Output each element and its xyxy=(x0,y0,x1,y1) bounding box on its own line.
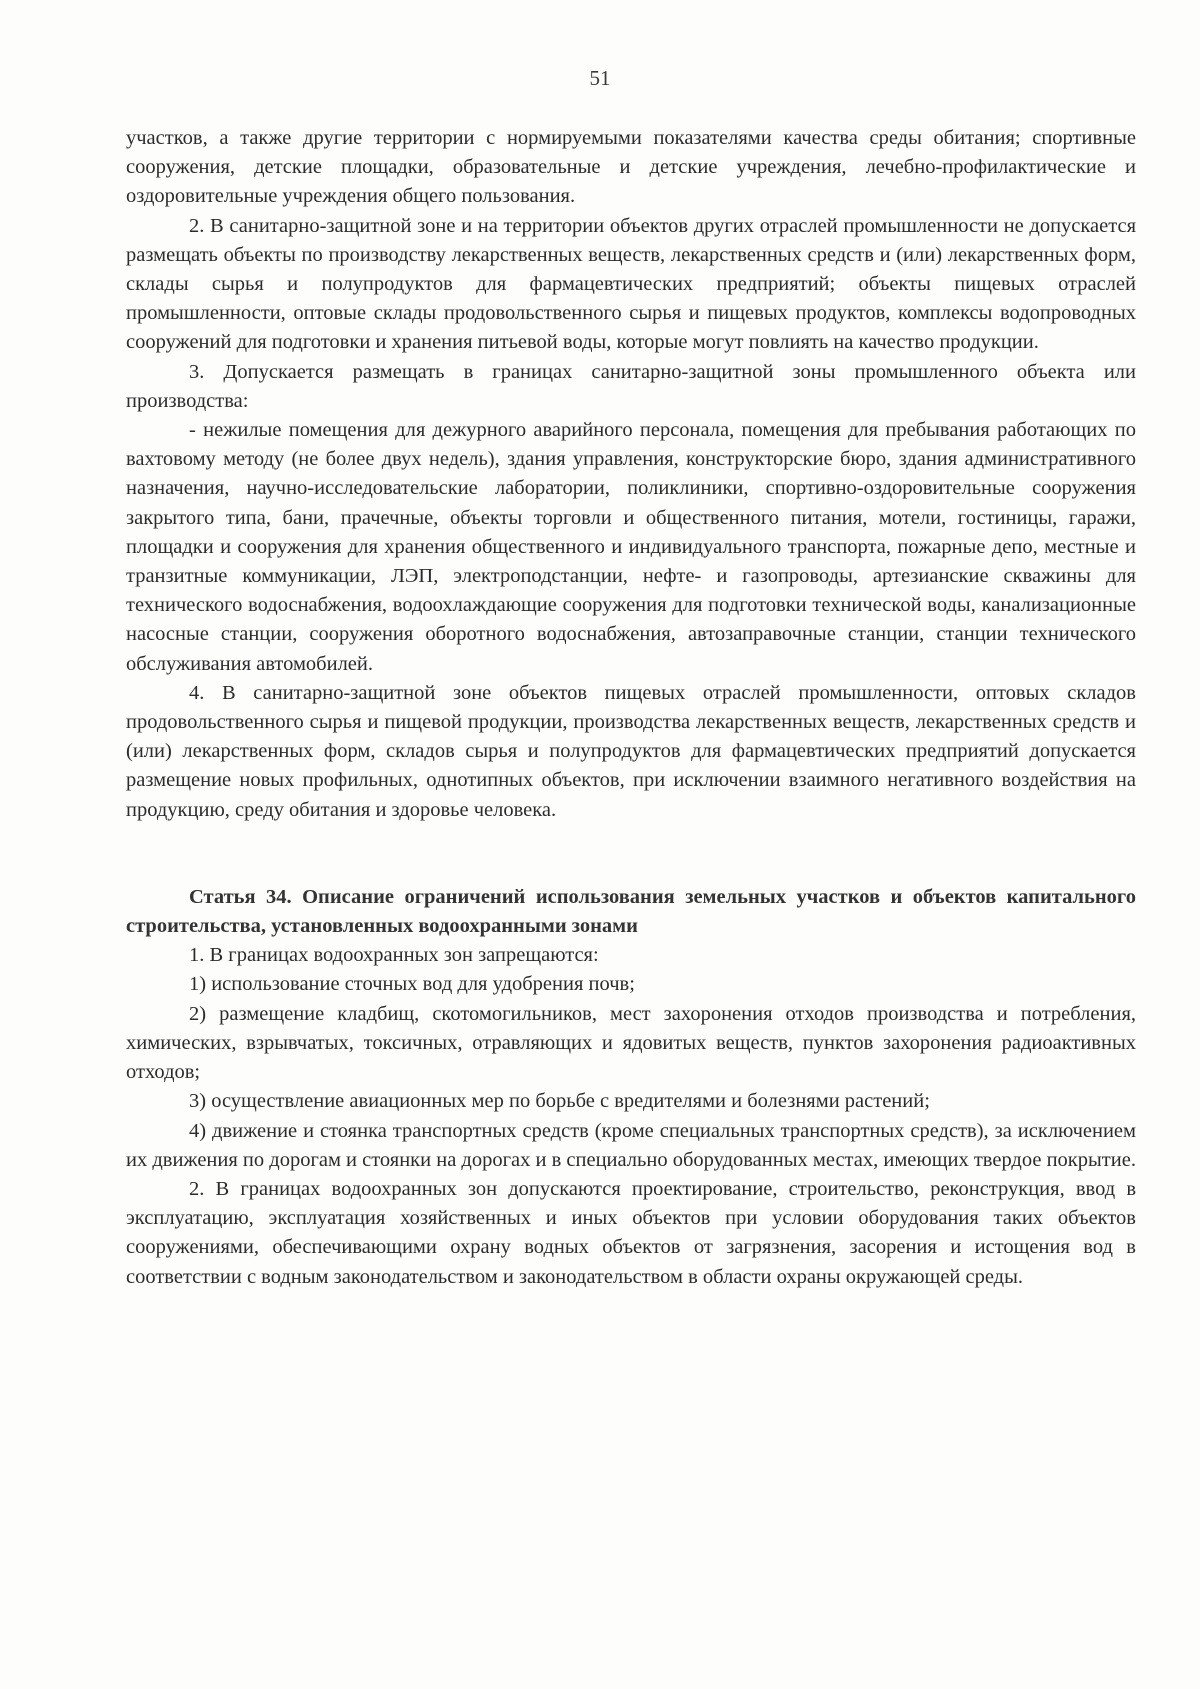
article-34-paragraph-1: 1. В границах водоохранных зон запрещаются: xyxy=(189,944,599,967)
article-34-item-3: 3) осуществление авиационных мер по борьбе с вредителями и болезнями растений; xyxy=(189,1090,930,1113)
paragraph-2: 2. В санитарно-защитной зоне и на территории объектов других отраслей промышленности не допускается размещать объекты по производству лекарственных веществ, лекарственных средств и (или) лекарственных форм, склады сырья и полупродуктов для фармацевтических предприятий; объекты пищевых отраслей промышленности, оптовые склады продовольственного сырья и пищевых продуктов, комплексы водопроводных сооружений для подготовки и хранения питьевой воды, которые могут повлиять на качество продукции. xyxy=(126,214,1136,354)
article-34-item-4: 4) движение и стоянка транспортных средств (кроме специальных транспортных средств), за исключением их движения по дорогам и стоянки на дорогах и в специально оборудованных местах, имеющих твердое покрытие. xyxy=(126,1119,1136,1171)
article-34-paragraph-2: 2. В границах водоохранных зон допускаются проектирование, строительство, реконструкция, ввод в эксплуатацию, эксплуатация хозяйственных и иных объектов при условии оборудования таких объектов сооружениями, обеспечивающими охрану водных объектов от загрязнения, засорения и истощения вод в соответствии с водным законодательством и законодательством в области охраны окружающей среды. xyxy=(126,1177,1136,1288)
article-34-heading: Статья 34. Описание ограничений использования земельных участков и объектов капитального строительства, установленных водоохранными зонами xyxy=(126,885,1136,938)
paragraph-3: 3. Допускается размещать в границах санитарно-защитной зоны промышленного объекта или производства: xyxy=(126,360,1136,412)
article-34-item-1: 1) использование сточных вод для удобрения почв; xyxy=(189,973,635,996)
section-spacer xyxy=(126,825,1136,883)
paragraph-4: 4. В санитарно-защитной зоне объектов пищевых отраслей промышленности, оптовых складов продовольственного сырья и пищевой продукции, производства лекарственных веществ, лекарственных средств и (или) лекарственных форм, складов сырья и полупродуктов для фармацевтических предприятий допускается размещение новых профильных, однотипных объектов, при исключении взаимного негативного воздействия на продукцию, среду обитания и здоровье человека. xyxy=(126,681,1136,821)
article-34-item-2: 2) размещение кладбищ, скотомогильников, мест захоронения отходов производства и потребления, химических, взрывчатых, токсичных, отравляющих и ядовитых веществ, пунктов захоронения радиоактивных отходов; xyxy=(126,1002,1136,1084)
page-number: 51 xyxy=(589,66,611,90)
document-body xyxy=(126,124,1136,1292)
paragraph-3-list-item: - нежилые помещения для дежурного аварийного персонала, помещения для пребывания работающих по вахтовому методу (не более двух недель), здания управления, конструкторские бюро, здания административного назначения, научно-исследовательские лаборатории, поликлиники, спортивно-оздоровительные сооружения закрытого типа, бани, прачечные, объекты торговли и общественного питания, мотели, гостиницы, гаражи, площадки и сооружения для хранения общественного и индивидуального транспорта, пожарные депо, местные и транзитные коммуникации, ЛЭП, электроподстанции, нефте- и газопроводы, артезианские скважины для технического водоснабжения, водоохлаждающие сооружения для подготовки технической воды, канализационные насосные станции, сооружения оборотного водоснабжения, автозаправочные станции, станции технического обслуживания автомобилей. xyxy=(126,419,1136,675)
paragraph-continuation: участков, а также другие территории с нормируемыми показателями качества среды обитания; спортивные сооружения, детские площадки, образовательные и детские учреждения, лечебно-профилактические и оздоровительные учреждения общего пользования. xyxy=(126,127,1136,208)
